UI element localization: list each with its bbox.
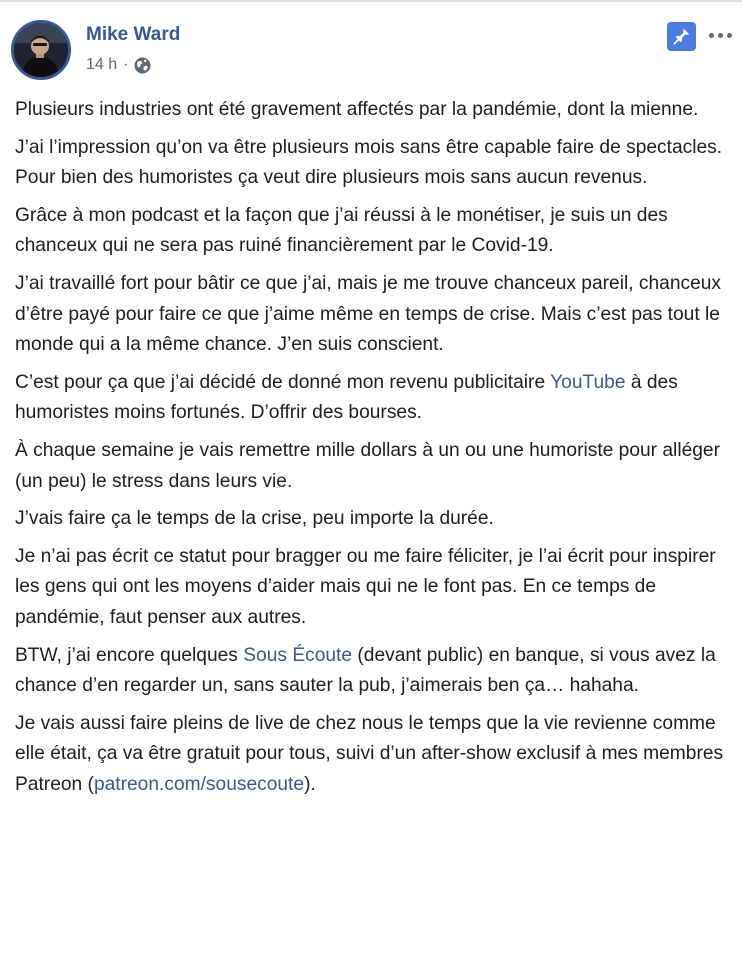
- patreon-link[interactable]: patreon.com/sousecoute: [93, 773, 305, 795]
- more-dot: [727, 33, 732, 38]
- paragraph-10: [15, 709, 730, 801]
- paragraph-8: Je n’ai pas écrit ce statut pour bragger ou me faire féliciter, je l’ai écrit pour inspirer les gens qui ont les moyens d’aider mais qui ne le font pas. En ce temps de pandémie, faut penser aux autres.: [15, 545, 716, 628]
- paragraph-1: Plusieurs industries ont été gravement affectés par la pandémie, dont la mienne.: [15, 99, 699, 120]
- author-name[interactable]: Mike Ward: [86, 24, 181, 45]
- paragraph-3: Grâce à mon podcast et la façon que j’ai réussi à le monétiser, je suis un des chanceux qui ne sera pas ruiné financièrement par le Covid-19.: [15, 204, 668, 257]
- post-body: [15, 95, 730, 807]
- sous-ecoute-link[interactable]: Sous Écoute: [243, 644, 353, 666]
- paragraph-2: J’ai l’impression qu’on va être plusieurs mois sans être capable faire de spectacles. Pour bien des humoristes ça veut dire plusieurs mois sans aucun revenus.: [15, 136, 723, 189]
- paragraph-9-text-after: (devant public) en banque, si vous avez la chance d’en regarder un, sans sauter la pub, j’aimerais ben ça… hahaha.: [15, 644, 716, 697]
- paragraph-10-text-before: Je vais aussi faire pleins de live de chez nous le temps que la vie revienne comme elle était, ça va être gratuit pour tous, suivi d’un after-show exclusif à mes membres Patreon (: [15, 712, 724, 795]
- paragraph-9: [15, 641, 730, 702]
- paragraph-5-text-before: C’est pour ça que j’ai décidé de donné mon revenu publicitaire: [15, 371, 551, 393]
- more-dot: [718, 33, 723, 38]
- paragraph-6: À chaque semaine je vais remettre mille dollars à un ou une humoriste pour alléger (un peu) le stress dans leurs vie.: [15, 439, 720, 492]
- globe-icon[interactable]: [134, 57, 151, 74]
- more-dot: [709, 33, 714, 38]
- post-timestamp[interactable]: 14 h: [86, 56, 118, 73]
- paragraph-4: J’ai travaillé fort pour bâtir ce que j’ai, mais je me trouve chanceux pareil, chanceux d’être payé pour faire ce que j’aime même en temps de crise. Mais c’est pas tout le monde qui a la même chance. J’en suis conscient.: [15, 272, 722, 356]
- paragraph-9-text-before: BTW, j’ai encore quelques: [15, 644, 244, 666]
- paragraph-7: J’vais faire ça le temps de la crise, peu importe la durée.: [15, 508, 494, 530]
- paragraph-10-text-after: ).: [304, 773, 316, 795]
- meta-separator: ·: [123, 56, 129, 73]
- more-options-icon[interactable]: [705, 24, 735, 46]
- paragraph-5: [15, 368, 730, 429]
- post-meta: [86, 56, 151, 74]
- pin-icon[interactable]: [667, 22, 696, 51]
- paragraph-5-text-after: à des humoristes moins fortunés. D’offrir des bourses.: [15, 371, 678, 424]
- avatar[interactable]: [11, 20, 71, 80]
- youtube-link[interactable]: YouTube: [550, 371, 626, 393]
